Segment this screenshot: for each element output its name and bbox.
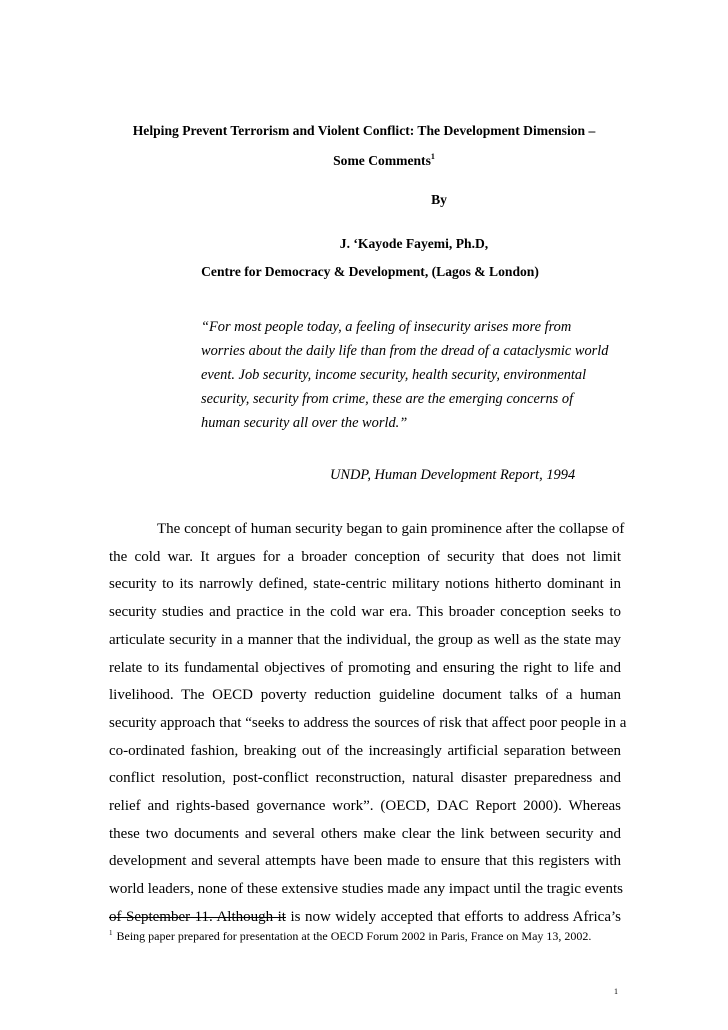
epigraph-line: security, security from crime, these are the emerging concerns of bbox=[201, 391, 574, 407]
epigraph-line: “For most people today, a feeling of insecurity arises more from bbox=[201, 319, 572, 335]
body-line: relief and rights-based governance work”. (OECD, DAC Report 2000). Whereas bbox=[109, 798, 621, 815]
title-line-2 bbox=[80, 146, 648, 176]
title-footnote-ref: 1 bbox=[430, 152, 435, 161]
body-line: conflict resolution, post-conflict reconstruction, natural disaster preparedness and bbox=[109, 770, 621, 787]
author-affiliation: Centre for Democracy & Development, (Lagos & London) bbox=[201, 264, 539, 279]
body-paragraph bbox=[109, 516, 627, 932]
epigraph-source: UNDP, Human Development Report, 1994 bbox=[330, 467, 576, 483]
body-line: livelihood. The OECD poverty reduction guideline document talks of a human bbox=[109, 687, 621, 704]
body-line: the cold war. It argues for a broader conception of security that does not limit bbox=[109, 548, 621, 565]
body-line: articulate security in a manner that the individual, the group as well as the state may bbox=[109, 631, 621, 648]
document-title bbox=[80, 116, 648, 176]
body-line: The concept of human security began to gain prominence after the collapse of bbox=[157, 521, 625, 537]
body-line: world leaders, none of these extensive studies made any impact until the tragic events bbox=[109, 881, 624, 898]
byline-by: By bbox=[431, 192, 447, 207]
body-line: security to its narrowly defined, state-centric military notions hitherto dominant in bbox=[109, 576, 621, 593]
epigraph-line: worries about the daily life than from the dread of a cataclysmic world bbox=[201, 343, 609, 359]
epigraph-quote bbox=[201, 315, 621, 435]
body-line: co-ordinated fashion, breaking out of the increasingly artificial separation between bbox=[109, 742, 621, 759]
body-line: relate to its fundamental objectives of promoting and ensuring the right to life and bbox=[109, 659, 621, 676]
footnote-text: Being paper prepared for presentation at the OECD Forum 2002 in Paris, France on May 13, 2002. bbox=[116, 929, 592, 943]
epigraph-line: event. Job security, income security, health security, environmental bbox=[201, 367, 587, 383]
page-number: 1 bbox=[614, 987, 618, 996]
body-line: security approach that “seeks to address the sources of risk that affect poor people in a bbox=[109, 714, 627, 731]
body-line: of September 11. Although it is now widely accepted that efforts to address Africa’s bbox=[109, 908, 621, 925]
author-name: J. ‘Kayode Fayemi, Ph.D, bbox=[339, 236, 489, 251]
title-line-1: Helping Prevent Terrorism and Violent Conflict: The Development Dimension – bbox=[132, 123, 596, 138]
epigraph-line: human security all over the world.” bbox=[201, 415, 408, 431]
footnote-number: 1 bbox=[109, 929, 113, 937]
body-line: security studies and practice in the cold war era. This broader conception seeks to bbox=[109, 604, 621, 621]
footnote bbox=[109, 928, 629, 944]
body-line: these two documents and several others make clear the link between security and bbox=[109, 825, 621, 842]
body-line: development and several attempts have been made to ensure that this registers with bbox=[109, 853, 621, 870]
title-line-2-text: Some Comments bbox=[333, 153, 431, 168]
footnote-separator bbox=[109, 917, 286, 918]
